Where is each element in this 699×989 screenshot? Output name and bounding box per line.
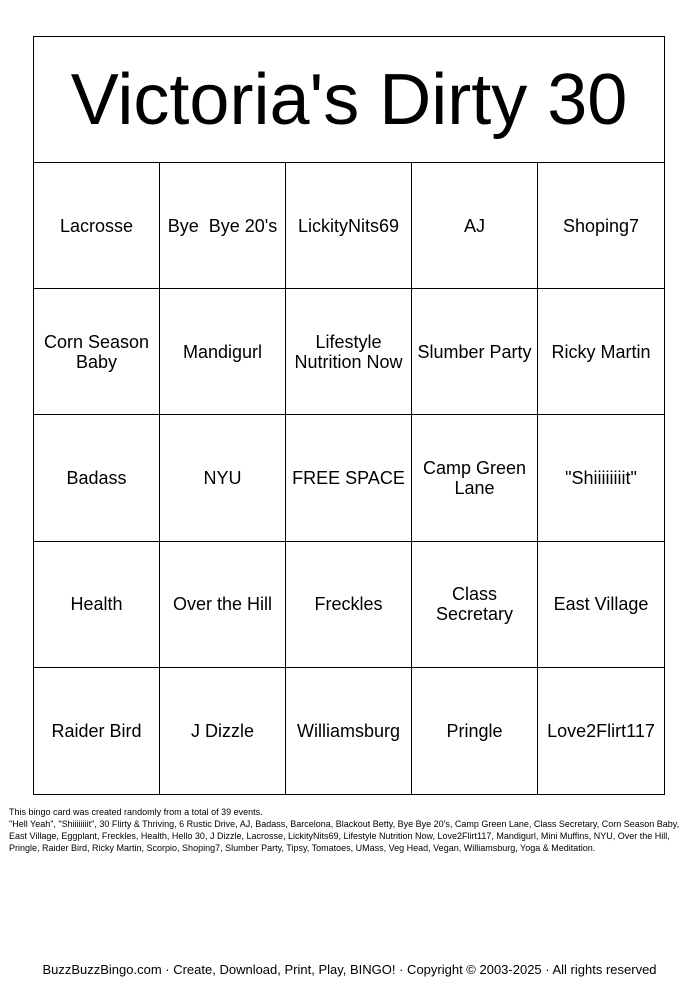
bingo-cell: Shoping7 xyxy=(538,163,664,289)
bingo-cell: Camp Green Lane xyxy=(412,415,538,541)
bingo-cell: Class Secretary xyxy=(412,542,538,668)
free-space-cell: FREE SPACE xyxy=(286,415,412,541)
bingo-cell: Badass xyxy=(34,415,160,541)
bingo-cell: AJ xyxy=(412,163,538,289)
card-info-intro: This bingo card was created randomly from a total of 39 events. xyxy=(9,807,263,817)
bingo-cell: Williamsburg xyxy=(286,668,412,794)
bingo-cell: Slumber Party xyxy=(412,289,538,415)
bingo-card xyxy=(33,36,665,795)
bingo-cell: Health xyxy=(34,542,160,668)
bingo-cell: Ricky Martin xyxy=(538,289,664,415)
bingo-cell: LickityNits69 xyxy=(286,163,412,289)
bingo-grid xyxy=(34,163,664,794)
bingo-cell: J Dizzle xyxy=(160,668,286,794)
bingo-cell: Corn Season Baby xyxy=(34,289,160,415)
bingo-cell: Pringle xyxy=(412,668,538,794)
bingo-cell: Raider Bird xyxy=(34,668,160,794)
bingo-cell: Lacrosse xyxy=(34,163,160,289)
card-info xyxy=(9,806,689,854)
page-footer: BuzzBuzzBingo.com · Create, Download, Print, Play, BINGO! · Copyright © 2003-2025 · All rights reserved xyxy=(42,962,657,977)
card-info-events: "Hell Yeah", "Shiiiiiiiit", 30 Flirty & Thriving, 6 Rustic Drive, AJ, Badass, Barcelona, Blackout Betty, Bye Bye 20's, Camp Green Lane, Class Secretary, Corn Season Baby, East Village, Eggplant, Freckles, Health, Hello 30, J Dizzle, Lacrosse, LickityNits69, Lifestyle Nutrition Now, Love2Flirt117, Mandigurl, Mini Muffins, NYU, Over the Hill, Pringle, Raider Bird, Ricky Martin, Scorpio, Shoping7, Slumber Party, Tipsy, Tomatoes, UMass, Veg Head, Vegan, Williamsburg, Yoga & Meditation. xyxy=(9,819,680,853)
bingo-cell: NYU xyxy=(160,415,286,541)
card-title: Victoria's Dirty 30 xyxy=(34,37,664,163)
bingo-cell: East Village xyxy=(538,542,664,668)
bingo-cell: "Shiiiiiiiit" xyxy=(538,415,664,541)
bingo-cell: Lifestyle Nutrition Now xyxy=(286,289,412,415)
bingo-cell: Love2Flirt117 xyxy=(547,720,655,741)
bingo-cell: Over the Hill xyxy=(160,542,286,668)
bingo-cell: Bye Bye 20's xyxy=(160,163,286,289)
bingo-cell: Freckles xyxy=(286,542,412,668)
bingo-cell: Mandigurl xyxy=(160,289,286,415)
